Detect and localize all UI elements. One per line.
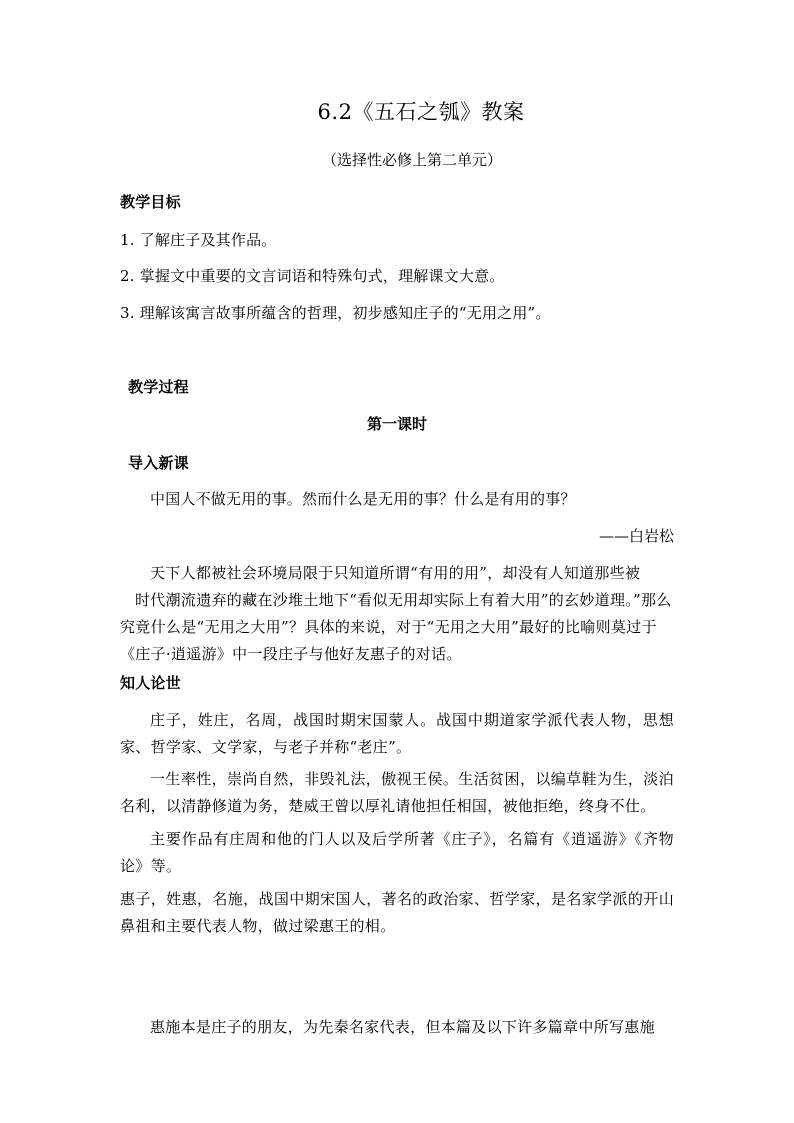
document-title: 6.2《五石之瓠》教案: [317, 100, 525, 124]
quote-author: ——白岩松: [598, 527, 674, 545]
author-paragraph-4: 惠子，姓惠，名施，战国中期宋国人，著名的政治家、哲学家，是名家学派的开山鼻祖和主要代表人物，做过梁惠王的相。: [120, 890, 674, 935]
author-paragraph-5: 惠施本是庄子的朋友，为先秦名家代表，但本篇及以下许多篇章中所写惠施: [150, 1018, 655, 1036]
objective-item-1: 1. 了解庄子及其作品。: [120, 231, 277, 249]
intro-paragraph-rest: 时代潮流遗弃的藏在沙堆土地下“看似无用却实际上有着大用”的玄妙道理。”那么究竟什么是“无用之大用”？具体的来说，对于“无用之大用”最好的比喻则莫过于《庄子·逍遥游》中一段庄子与他好友惠子的对话。: [120, 591, 672, 663]
document-subtitle: （选择性必修上第二单元）: [321, 151, 502, 169]
intro-heading: 导入新课: [128, 454, 189, 472]
lesson-heading: 第一课时: [366, 415, 427, 433]
objective-item-3: 3. 理解该寓言故事所蕴含的哲理，初步感知庄子的“无用之用”。: [120, 304, 551, 322]
intro-quote: 中国人不做无用的事。然而什么是无用的事？什么是有用的事？: [150, 490, 576, 508]
author-paragraph-2: 一生率性，崇尚自然，非毁礼法，傲视王侯。生活贫困，以编草鞋为生，淡泊名利，以清静修道为务，楚威王曾以厚礼请他担任相国，被他拒绝，终身不仕。: [120, 770, 674, 815]
intro-paragraph-line1: 天下人都被社会环境局限于只知道所谓“有用的用”，却没有人知道那些被: [150, 564, 641, 582]
author-paragraph-3: 主要作品有庄周和他的门人以及后学所著《庄子》，名篇有《逍遥游》《齐物论》等。: [120, 830, 674, 875]
objectives-heading: 教学目标: [120, 193, 181, 211]
process-heading: 教学过程: [128, 378, 189, 396]
author-heading: 知人论世: [120, 674, 181, 692]
objective-item-2: 2. 掌握文中重要的文言词语和特殊句式，理解课文大意。: [120, 267, 505, 285]
author-paragraph-1: 庄子，姓庄，名周，战国时期宋国蒙人。战国中期道家学派代表人物，思想家、哲学家、文学家，与老子并称“老庄”。: [120, 711, 674, 756]
intro-paragraph: [120, 560, 674, 668]
